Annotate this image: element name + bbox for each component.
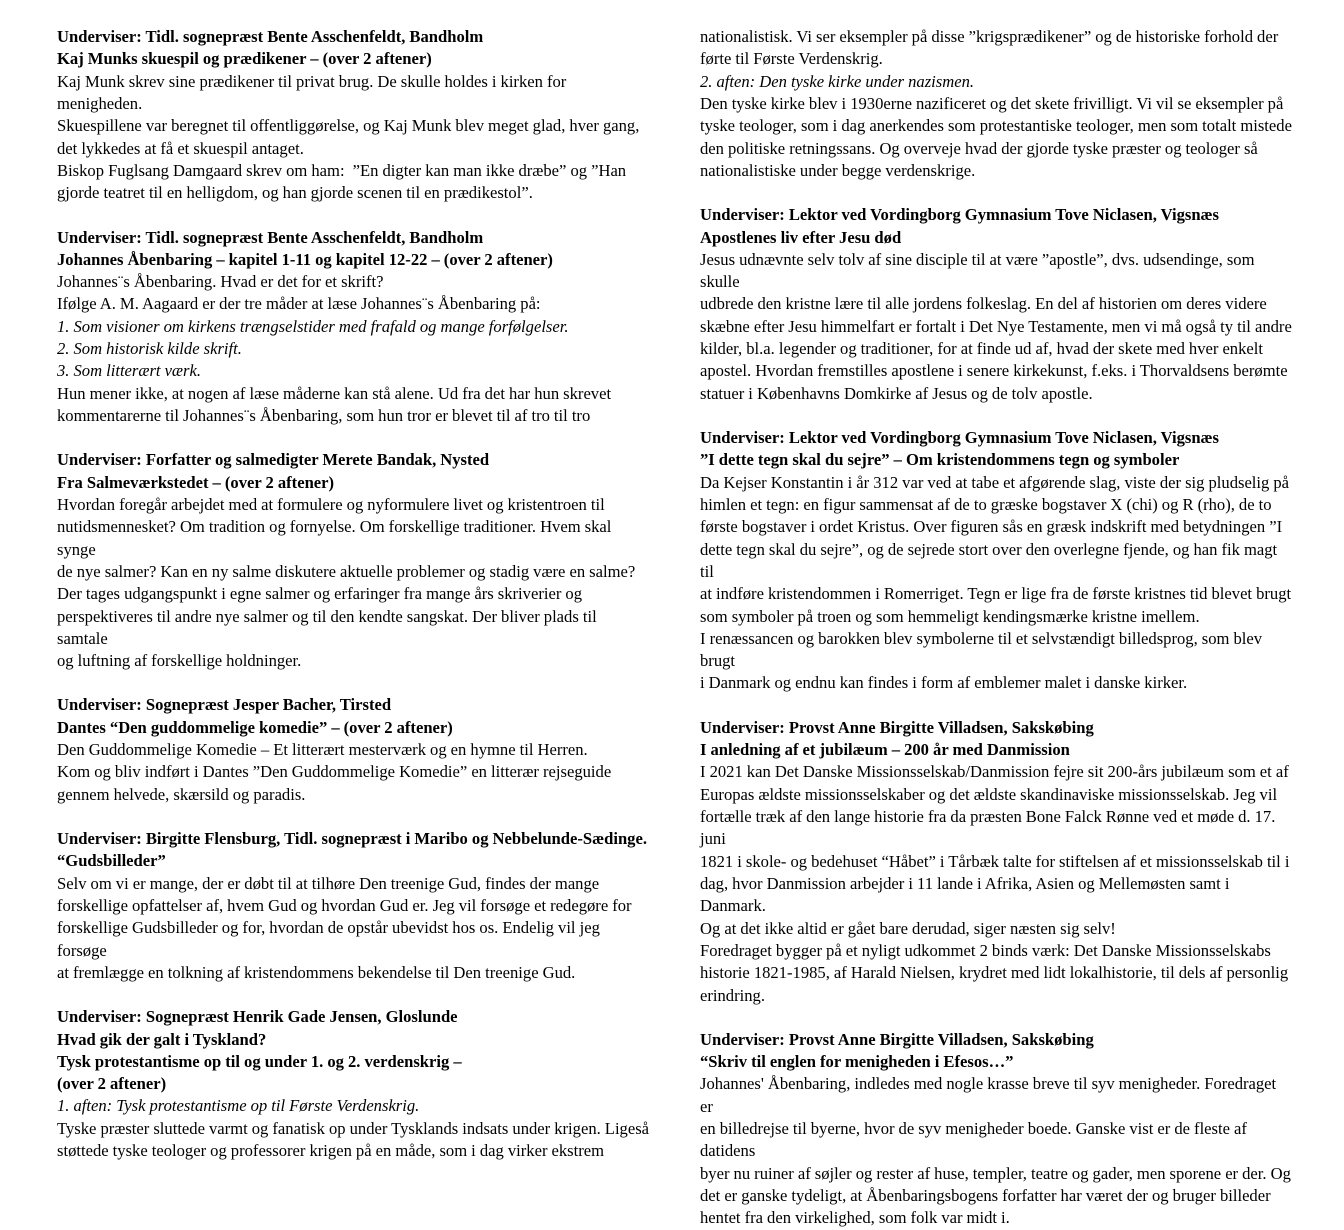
entry-body-line: en billedrejse til byerne, hvor de syv menigheder boede. Ganske vist er de fleste af datidens	[700, 1119, 1251, 1161]
entry-body-line: Den Guddommelige Komedie – Et litterært mesterværk og en hymne til Herren.	[57, 740, 588, 760]
right-column	[700, 26, 1293, 1230]
left-column	[57, 26, 650, 1162]
course-entry	[57, 26, 650, 205]
entry-body-line: den politiske retningssans. Og overveje hvad der gjorde tyske præster og teologer så	[700, 138, 1258, 158]
entry-heading-line: Underviser: Lektor ved Vordingborg Gymnasium Tove Niclasen, Vigsnæs	[700, 205, 1219, 225]
entry-body-line: I renæssancen og barokken blev symbolerne til et selvstændigt billedsprog, som blev brugt	[700, 628, 1267, 671]
entry-body-line: Johannes' Åbenbaring, indledes med nogle krasse breve til syv menigheder. Foredraget er	[700, 1074, 1281, 1116]
entry-body-line: Hun mener ikke, at nogen af læse måderne kan stå alene. Ud fra det har hun skrevet	[57, 383, 612, 403]
entry-body-line: som symboler på troen og som hemmeligt kendingsmærke kristne imellem.	[700, 606, 1200, 626]
entry-body-line: første bogstaver i ordet Kristus. Over figuren sås en græsk indskrift med betydningen ”I	[700, 517, 1283, 537]
entry-body-line: førte til Første Verdenskrig.	[700, 49, 883, 69]
entry-body-line: perspektiveres til andre nye salmer og til den kendte sangskat. Der bliver plads til samtale	[57, 606, 601, 648]
entry-heading-line: Johannes Åbenbaring – kapitel 1-11 og kapitel 12-22 – (over 2 aftener)	[57, 249, 553, 269]
entry-body-line: byer nu ruiner af søjler og rester af huse, templer, teatre og gader, men sporene er der. Og	[700, 1163, 1291, 1183]
entry-body-line: det lykkedes at få et skuespil antaget.	[57, 138, 304, 158]
entry-italic-line: 2. aften: Den tyske kirke under nazismen.	[700, 71, 975, 91]
entry-body-line: forskellige Gudsbilleder og for, hvordan de opstår ubevidst hos os. Endelig vil jeg forsøge	[57, 918, 604, 960]
entry-heading-line: Underviser: Provst Anne Birgitte Villadsen, Sakskøbing	[700, 717, 1094, 737]
entry-body-line: gennem helvede, skærsild og paradis.	[57, 784, 306, 804]
entry-heading-line: (over 2 aftener)	[57, 1074, 167, 1094]
entry-heading-line: Tysk protestantisme op til og under 1. og 2. verdenskrig –	[57, 1051, 462, 1071]
entry-italic-line: 1. aften: Tysk protestantisme op til Første Verdenskrig.	[57, 1096, 420, 1116]
entry-body-line: Kom og bliv indført i Dantes ”Den Guddommelige Komedie” en litterær rejseguide	[57, 762, 612, 782]
course-entry	[57, 449, 650, 672]
entry-body-line: I 2021 kan Det Danske Missionsselskab/Danmission fejre sit 200-års jubilæum som et af	[700, 762, 1289, 782]
entry-body-line: Johannes¨s Åbenbaring. Hvad er det for et skrift?	[57, 272, 384, 292]
entry-body-line: historie 1821-1985, af Harald Nielsen, krydret med lidt lokalhistorie, til dels af personlig	[700, 963, 1289, 983]
entry-heading-line: Underviser: Sognepræst Henrik Gade Jensen, Gloslunde	[57, 1007, 458, 1027]
entry-body-line: Tyske præster sluttede varmt og fanatisk op under Tysklands indsats under krigen. Ligeså	[57, 1118, 650, 1138]
entry-heading-line: Underviser: Birgitte Flensburg, Tidl. sognepræst i Maribo og Nebbelunde-Sædinge.	[57, 829, 647, 848]
entry-body-line: hentet fra den virkelighed, som folk var midt i.	[700, 1208, 1010, 1228]
entry-heading-line: Underviser: Lektor ved Vordingborg Gymnasium Tove Niclasen, Vigsnæs	[700, 428, 1219, 447]
entry-heading-line: Underviser: Tidl. sognepræst Bente Asschenfeldt, Bandholm	[57, 227, 484, 247]
course-entry	[57, 694, 650, 806]
entry-body-line: 1821 i skole- og bedehuset “Håbet” i Tårbæk talte for stiftelsen af et missionsselskab til i	[700, 851, 1290, 871]
course-entry	[700, 427, 1293, 695]
two-column-layout	[57, 26, 1290, 1230]
entry-body-line: støttede tyske teologer og professorer krigen på en måde, som i dag virker ekstrem	[57, 1141, 605, 1161]
entry-heading-line: Underviser: Sognepræst Jesper Bacher, Tirsted	[57, 695, 392, 715]
entry-body-line: erindring.	[700, 985, 765, 1005]
entry-body-line: Jesus udnævnte selv tolv af sine disciple til at være ”apostle”, dvs. udsendinge, som skulle	[700, 249, 1259, 292]
entry-body-line: Europas ældste missionsselskaber og det ældste skandinaviske missionsselskab. Jeg vil	[700, 784, 1278, 804]
entry-heading-line: “Skriv til englen for menigheden i Efesos…”	[700, 1052, 1014, 1072]
entry-heading-line: I anledning af et jubilæum – 200 år med Danmission	[700, 740, 1070, 760]
course-entry	[700, 1029, 1293, 1230]
entry-heading-line: Underviser: Provst Anne Birgitte Villadsen, Sakskøbing	[700, 1029, 1094, 1049]
entry-body-line: fortælle træk af den lange historie fra da præsten Bone Falck Rønne ved et møde d. 17. juni	[700, 807, 1280, 849]
entry-body-line: kilder, bl.a. legender og traditioner, for at finde ud af, hvad der skete med hver enkelt	[700, 339, 1263, 359]
entry-body-line: Der tages udgangspunkt i egne salmer og erfaringer fra mange års skriverier og	[57, 584, 582, 604]
entry-body-line: Biskop Fuglsang Damgaard skrev om ham: ”En digter kan man ikke dræbe” og ”Han	[57, 160, 627, 180]
entry-italic-line: 2. Som historisk kilde skrift.	[57, 339, 242, 359]
entry-body-line: himlen et tegn: en figur sammensat af de to græske bogstaver X (chi) og R (rho), de to	[700, 494, 1272, 514]
entry-body-line: Kaj Munk skrev sine prædikener til privat brug. De skulle holdes i kirken for menigheden.	[57, 71, 571, 113]
entry-heading-line: Fra Salmeværkstedet – (over 2 aftener)	[57, 472, 335, 492]
course-entry	[700, 204, 1293, 405]
course-entry	[700, 717, 1293, 1007]
entry-body-line: gjorde teatret til en helligdom, og han gjorde scenen til en prædikestol”.	[57, 183, 533, 203]
entry-body-line: udbrede den kristne lære til alle jordens folkeslag. En del af historien om deres videre	[700, 294, 1267, 314]
course-entry	[57, 1006, 650, 1162]
entry-italic-line: 1. Som visioner om kirkens trængselstider med frafald og mange forfølgelser.	[57, 316, 569, 336]
entry-body-line: dag, hvor Danmission arbejder i 11 lande i Afrika, Asien og Mellemøsten samt i Danmark.	[700, 873, 1234, 916]
entry-body-line: nutidsmennesket? Om tradition og fornyelse. Om forskellige traditioner. Hvem skal synge	[57, 517, 616, 559]
entry-body-line: og luftning af forskellige holdninger.	[57, 651, 302, 671]
entry-body-line: Den tyske kirke blev i 1930erne nazificeret og det skete frivilligt. Vi vil se eksempler på	[700, 93, 1284, 113]
entry-body-line: Selv om vi er mange, der er døbt til at tilhøre Den treenige Gud, findes der mange	[57, 873, 600, 893]
entry-body-line: kommentarerne til Johannes¨s Åbenbaring, som hun tror er blevet til af tro til tro	[57, 406, 591, 425]
entry-body-line: det er ganske tydeligt, at Åbenbaringsbogens forfatter har været der og bruger billeder	[700, 1186, 1271, 1205]
entry-heading-line: Apostlenes liv efter Jesu død	[700, 227, 902, 247]
entry-heading-line: ”I dette tegn skal du sejre” – Om kristendommens tegn og symboler	[700, 450, 1180, 470]
entry-body-line: de nye salmer? Kan en ny salme diskutere aktuelle problemer og stadig være en salme?	[57, 561, 636, 581]
entry-body-line: skæbne efter Jesu himmelfart er fortalt i Det Nye Testamente, men vi må også ty til andre	[700, 316, 1292, 336]
entry-body-line: at fremlægge en tolkning af kristendommens bekendelse til Den treenige Gud.	[57, 962, 576, 982]
course-entry	[700, 26, 1293, 182]
entry-body-line: nationalistiske under begge verdenskrige.	[700, 160, 976, 180]
entry-heading-line: Hvad gik der galt i Tyskland?	[57, 1029, 267, 1049]
entry-heading-line: Underviser: Forfatter og salmedigter Merete Bandak, Nysted	[57, 450, 490, 470]
entry-body-line: Foredraget bygger på et nyligt udkommet 2 binds værk: Det Danske Missionsselskabs	[700, 940, 1271, 960]
entry-body-line: forskellige opfattelser af, hvem Gud og hvordan Gud er. Jeg vil forsøge et redegøre for	[57, 895, 632, 915]
entry-body-line: tyske teologer, som i dag anerkendes som protestantiske teologer, men som totalt mistede	[700, 116, 1292, 136]
entry-body-line: apostel. Hvordan fremstilles apostlene i senere kirkekunst, f.eks. i Thorvaldsens berømte	[700, 361, 1288, 381]
entry-heading-line: Kaj Munks skuespil og prædikener – (over 2 aftener)	[57, 49, 432, 69]
entry-heading-line: “Gudsbilleder”	[57, 851, 166, 871]
entry-body-line: Og at det ikke altid er gået bare derudad, siger næsten sig selv!	[700, 918, 1116, 938]
entry-body-line: dette tegn skal du sejre”, og de sejrede stort over den overlegne fjende, og han fik magt til	[700, 539, 1282, 581]
entry-heading-line: Underviser: Tidl. sognepræst Bente Asschenfeldt, Bandholm	[57, 27, 484, 46]
entry-body-line: nationalistisk. Vi ser eksempler på disse ”krigsprædikener” og de historiske forhold der	[700, 27, 1279, 46]
entry-italic-line: 3. Som litterært værk.	[57, 361, 201, 381]
entry-body-line: Ifølge A. M. Aagaard er der tre måder at læse Johannes¨s Åbenbaring på:	[57, 294, 541, 314]
entry-body-line: Hvordan foregår arbejdet med at formulere og nyformulere livet og kristentroen til	[57, 494, 605, 514]
entry-body-line: Skuespillene var beregnet til offentliggørelse, og Kaj Munk blev meget glad, hver gang,	[57, 116, 640, 136]
course-entry	[57, 828, 650, 984]
entry-body-line: Da Kejser Konstantin i år 312 var ved at tabe et afgørende slag, viste der sig pludselig på	[700, 472, 1290, 492]
course-entry	[57, 227, 650, 428]
entry-body-line: i Danmark og endnu kan findes i form af emblemer malet i danske kirker.	[700, 673, 1188, 693]
entry-body-line: statuer i Københavns Domkirke af Jesus og de tolv apostle.	[700, 383, 1093, 403]
entry-heading-line: Dantes “Den guddommelige komedie” – (over 2 aftener)	[57, 717, 453, 737]
entry-body-line: at indføre kristendommen i Romerriget. Tegn er lige fra de første kristnes tid blevet brugt	[700, 584, 1292, 604]
